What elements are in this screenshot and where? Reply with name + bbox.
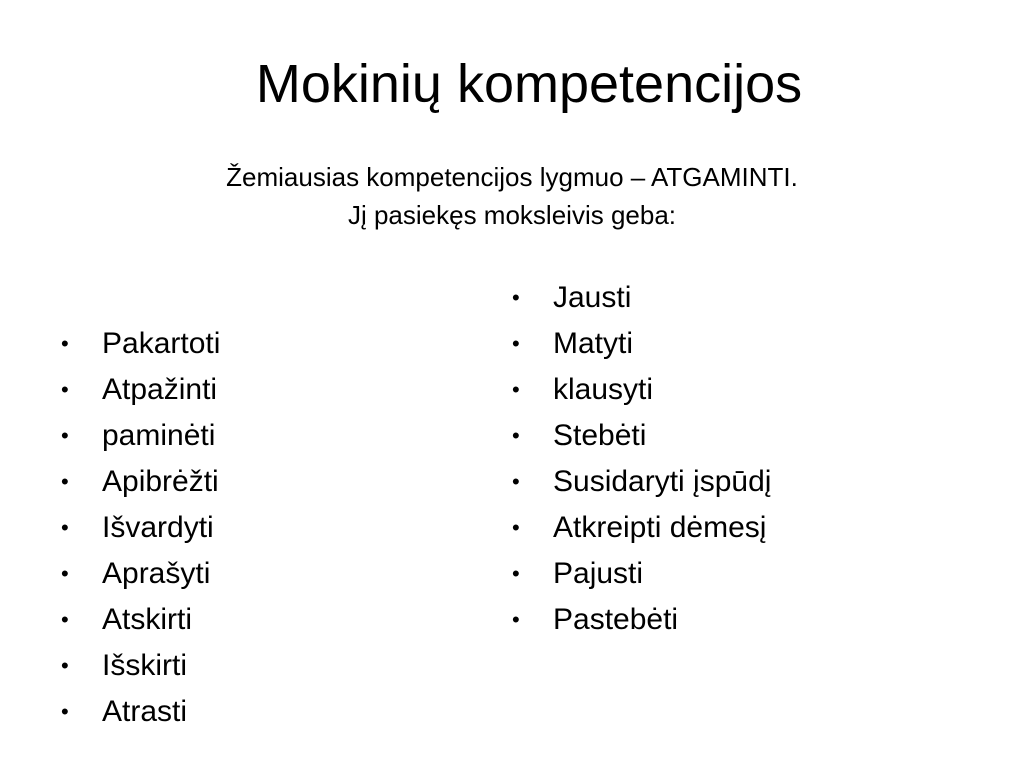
bullet-icon: • bbox=[512, 285, 520, 310]
list-item-label: Pastebėti bbox=[553, 603, 679, 636]
list-item bbox=[512, 413, 771, 459]
bullet-icon: • bbox=[512, 423, 520, 448]
list-item-label: Matyti bbox=[553, 327, 634, 360]
bullet-icon: • bbox=[61, 423, 69, 448]
bullet-icon: • bbox=[512, 331, 520, 356]
list-item-label: Atskirti bbox=[102, 603, 192, 636]
list-item bbox=[512, 321, 771, 367]
slide-title: Mokinių kompetencijos bbox=[255, 54, 803, 114]
list-item bbox=[512, 459, 771, 505]
list-item bbox=[512, 597, 771, 643]
list-item bbox=[61, 413, 220, 459]
subtitle-line-2: Jį pasiekęs moksleivis geba: bbox=[347, 200, 677, 230]
bullet-icon: • bbox=[61, 653, 69, 678]
bullet-icon: • bbox=[61, 377, 69, 402]
list-item-label: Stebėti bbox=[553, 419, 647, 452]
list-item-label: klausyti bbox=[553, 373, 654, 406]
list-item bbox=[512, 551, 771, 597]
bullet-icon: • bbox=[61, 561, 69, 586]
list-item-label: Pajusti bbox=[553, 557, 644, 590]
list-item bbox=[512, 505, 771, 551]
list-item-label: paminėti bbox=[102, 419, 216, 452]
list-item-label: Jausti bbox=[553, 281, 632, 314]
bullet-icon: • bbox=[61, 699, 69, 724]
bullet-icon: • bbox=[512, 377, 520, 402]
right-bullet-list bbox=[512, 275, 771, 643]
subtitle-line-1: Žemiausias kompetencijos lygmuo – ATGAMINTI. bbox=[226, 162, 798, 192]
list-item-label: Atrasti bbox=[102, 695, 188, 728]
left-bullet-list bbox=[61, 321, 220, 735]
bullet-icon: • bbox=[61, 469, 69, 494]
list-item bbox=[61, 459, 220, 505]
list-item bbox=[61, 367, 220, 413]
bullet-icon: • bbox=[512, 515, 520, 540]
list-item bbox=[512, 367, 771, 413]
bullet-icon: • bbox=[512, 469, 520, 494]
list-item-label: Apibrėžti bbox=[102, 465, 219, 498]
list-item bbox=[512, 275, 771, 321]
bullet-icon: • bbox=[61, 331, 69, 356]
bullet-icon: • bbox=[61, 607, 69, 632]
list-item bbox=[61, 643, 220, 689]
slide-subtitle bbox=[0, 158, 1024, 234]
list-item-label: Pakartoti bbox=[102, 327, 221, 360]
list-item bbox=[61, 505, 220, 551]
list-item-label: Atpažinti bbox=[102, 373, 218, 406]
list-item-label: Susidaryti įspūdį bbox=[553, 465, 772, 498]
bullet-icon: • bbox=[61, 515, 69, 540]
list-item bbox=[61, 597, 220, 643]
list-item-label: Atkreipti dėmesį bbox=[553, 511, 767, 544]
list-item bbox=[61, 689, 220, 735]
list-item-label: Išvardyti bbox=[102, 511, 214, 544]
list-item bbox=[61, 551, 220, 597]
list-item-label: Išskirti bbox=[102, 649, 187, 682]
list-item-label: Aprašyti bbox=[102, 557, 211, 590]
bullet-icon: • bbox=[512, 561, 520, 586]
list-item bbox=[61, 321, 220, 367]
bullet-icon: • bbox=[512, 607, 520, 632]
